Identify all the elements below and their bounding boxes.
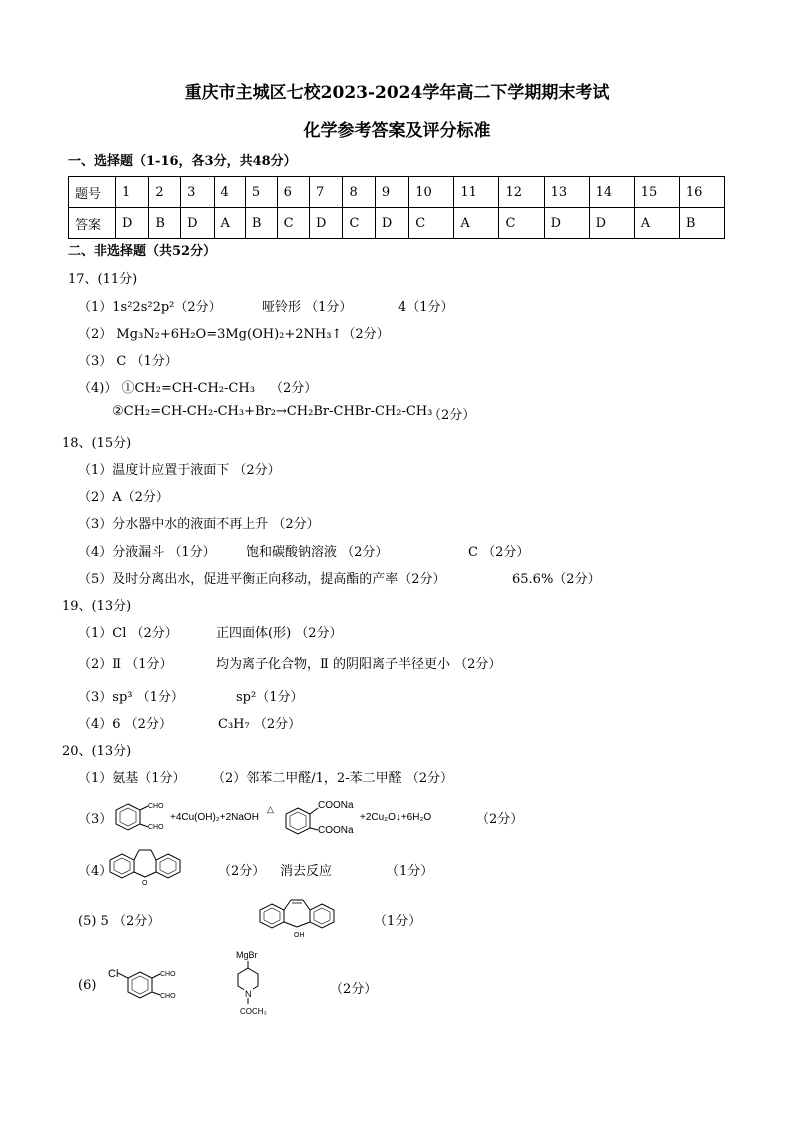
table-cell: 2: [149, 177, 181, 208]
q19-line1a: （1）Cl （2分）: [78, 626, 178, 641]
q17-line3: （3） C （1分）: [78, 354, 178, 369]
table-header-number: 题号: [69, 177, 116, 208]
q17-heading: 17、(11分): [68, 272, 138, 287]
q18-line5b: 65.6%（2分）: [512, 572, 601, 587]
table-cell: 8: [343, 177, 375, 208]
table-cell: A: [634, 208, 679, 239]
table-cell: 7: [310, 177, 343, 208]
section-choice-heading: 一、选择题（1-16，各3分，共48分）: [68, 154, 297, 169]
table-cell: A: [214, 208, 245, 239]
q19-line3b: sp²（1分）: [236, 690, 304, 705]
dibenzosuberone-structure: [108, 846, 188, 886]
table-cell: 1: [116, 177, 149, 208]
section-nonchoice-heading: 二、非选择题（共52分）: [68, 244, 217, 259]
q20-part4-score2: （1分）: [386, 864, 434, 879]
q18-line4b: 饱和碳酸钠溶液 （2分）: [246, 545, 389, 560]
dibenzosuberenol-structure: [258, 894, 344, 940]
q20-part6-score: （2分）: [330, 982, 378, 997]
q18-line3: （3）分水器中水的液面不再上升 （2分）: [78, 517, 320, 532]
table-row-numbers: [69, 177, 725, 208]
table-cell: B: [149, 208, 181, 239]
q19-heading: 19、(13分): [62, 599, 132, 614]
q20-part3-label: （3）: [78, 812, 113, 827]
q19-line2b: 均为离子化合物，Ⅱ 的阴阳离子半径更小 （2分）: [216, 657, 502, 672]
q19-line4b: C₃H₇ （2分）: [218, 717, 302, 732]
cho-label: CHO: [160, 993, 176, 1000]
coona-label: COONa: [318, 800, 354, 811]
table-cell: 10: [409, 177, 454, 208]
table-cell: 14: [589, 177, 634, 208]
answer-table: [68, 176, 725, 239]
q18-line4a: （4）分液漏斗 （1分）: [78, 545, 216, 560]
q18-line1: （1）温度计应置于液面下 （2分）: [78, 463, 281, 478]
q20-line1a: （1）氨基（1分）: [78, 771, 186, 786]
mgbr-label: MgBr: [236, 950, 258, 960]
q20-part5-score: （1分）: [374, 914, 422, 929]
q17-line5b: （2分）: [428, 408, 476, 423]
q18-line2: （2）A（2分）: [78, 490, 169, 505]
table-cell: C: [409, 208, 454, 239]
table-cell: 11: [454, 177, 499, 208]
q17-line5a: ②CH₂=CH-CH₂-CH₃+Br₂→CH₂Br-CHBr-CH₂-CH₃: [112, 404, 433, 419]
piperidine-grignard-structure: [226, 948, 286, 1020]
table-cell: 16: [679, 177, 724, 208]
table-cell: A: [454, 208, 499, 239]
table-cell: 5: [245, 177, 277, 208]
table-cell: 9: [375, 177, 408, 208]
table-cell: 15: [634, 177, 679, 208]
q17-line1a: （1）1s²2s²2p²（2分）: [78, 300, 222, 315]
q19-line2a: （2）Ⅱ （1分）: [78, 657, 173, 672]
q20-part4-reaction: 消去反应: [280, 864, 333, 879]
table-cell: C: [277, 208, 309, 239]
hydroxyl-label: OH: [294, 932, 305, 939]
coona-label: COONa: [318, 825, 354, 836]
table-cell: D: [310, 208, 343, 239]
table-cell: 6: [277, 177, 309, 208]
page-subtitle: 化学参考答案及评分标准: [303, 121, 491, 141]
table-cell: C: [343, 208, 375, 239]
q17-line1c: 4（1分）: [398, 300, 454, 315]
page-title: 重庆市主城区七校2023-2024学年高二下学期期末考试: [184, 83, 610, 103]
table-cell: D: [589, 208, 634, 239]
table-cell: 13: [544, 177, 589, 208]
table-cell: D: [116, 208, 149, 239]
acetyl-label: COCH₃: [240, 1007, 267, 1016]
cho-label: CHO: [148, 803, 164, 810]
q20-line1b: （2）邻苯二甲醛/1，2-苯二甲醛 （2分）: [212, 771, 453, 786]
table-cell: B: [245, 208, 277, 239]
phthalaldehyde-structure: [110, 796, 170, 836]
chlorophthalaldehyde-structure: [104, 962, 188, 1006]
q19-line4a: （4）6 （2分）: [78, 717, 172, 732]
q19-line3a: （3）sp³ （1分）: [78, 690, 184, 705]
sodium-phthalate-structure: [282, 798, 362, 838]
chlorine-label: Cl: [108, 968, 119, 980]
q20-part4-score: （2分）: [218, 864, 266, 879]
q20-part3-score: （2分）: [476, 812, 524, 827]
q20-part5-label: (5) 5 （2分）: [78, 914, 161, 929]
oxygen-label: O: [142, 880, 148, 887]
q20-heading: 20、(13分): [62, 744, 132, 759]
q19-line1b: 正四面体(形) （2分）: [216, 626, 343, 641]
cho-label: CHO: [148, 824, 164, 831]
table-cell: D: [375, 208, 408, 239]
heat-symbol: △: [267, 804, 274, 814]
q17-line1b: 哑铃形 （1分）: [262, 300, 353, 315]
q20-part6-label: (6): [78, 978, 97, 993]
q18-line5a: （5）及时分离出水，促进平衡正向移动，提高酯的产率（2分）: [78, 572, 446, 587]
table-header-answer: 答案: [69, 208, 116, 239]
table-cell: C: [499, 208, 544, 239]
table-cell: D: [544, 208, 589, 239]
q17-line4b: （2分）: [270, 381, 318, 396]
table-cell: D: [181, 208, 214, 239]
nitrogen-label: N: [245, 989, 252, 999]
table-cell: B: [679, 208, 724, 239]
table-cell: 4: [214, 177, 245, 208]
table-row-answers: [69, 208, 725, 239]
q20-part4-label: （4）: [78, 864, 113, 879]
q20-part3-reagents: +4Cu(OH)₂+2NaOH: [170, 812, 259, 823]
q17-line4a: （4)） ①CH₂=CH-CH₂-CH₃: [78, 381, 255, 396]
table-cell: 3: [181, 177, 214, 208]
q18-heading: 18、(15分): [62, 436, 132, 451]
q17-line2: （2） Mg₃N₂+6H₂O=3Mg(OH)₂+2NH₃↑（2分）: [78, 327, 390, 342]
q20-part3-products: +2Cu₂O↓+6H₂O: [360, 812, 432, 823]
table-cell: 12: [499, 177, 544, 208]
q18-line4c: C （2分）: [468, 545, 530, 560]
cho-label: CHO: [160, 971, 176, 978]
